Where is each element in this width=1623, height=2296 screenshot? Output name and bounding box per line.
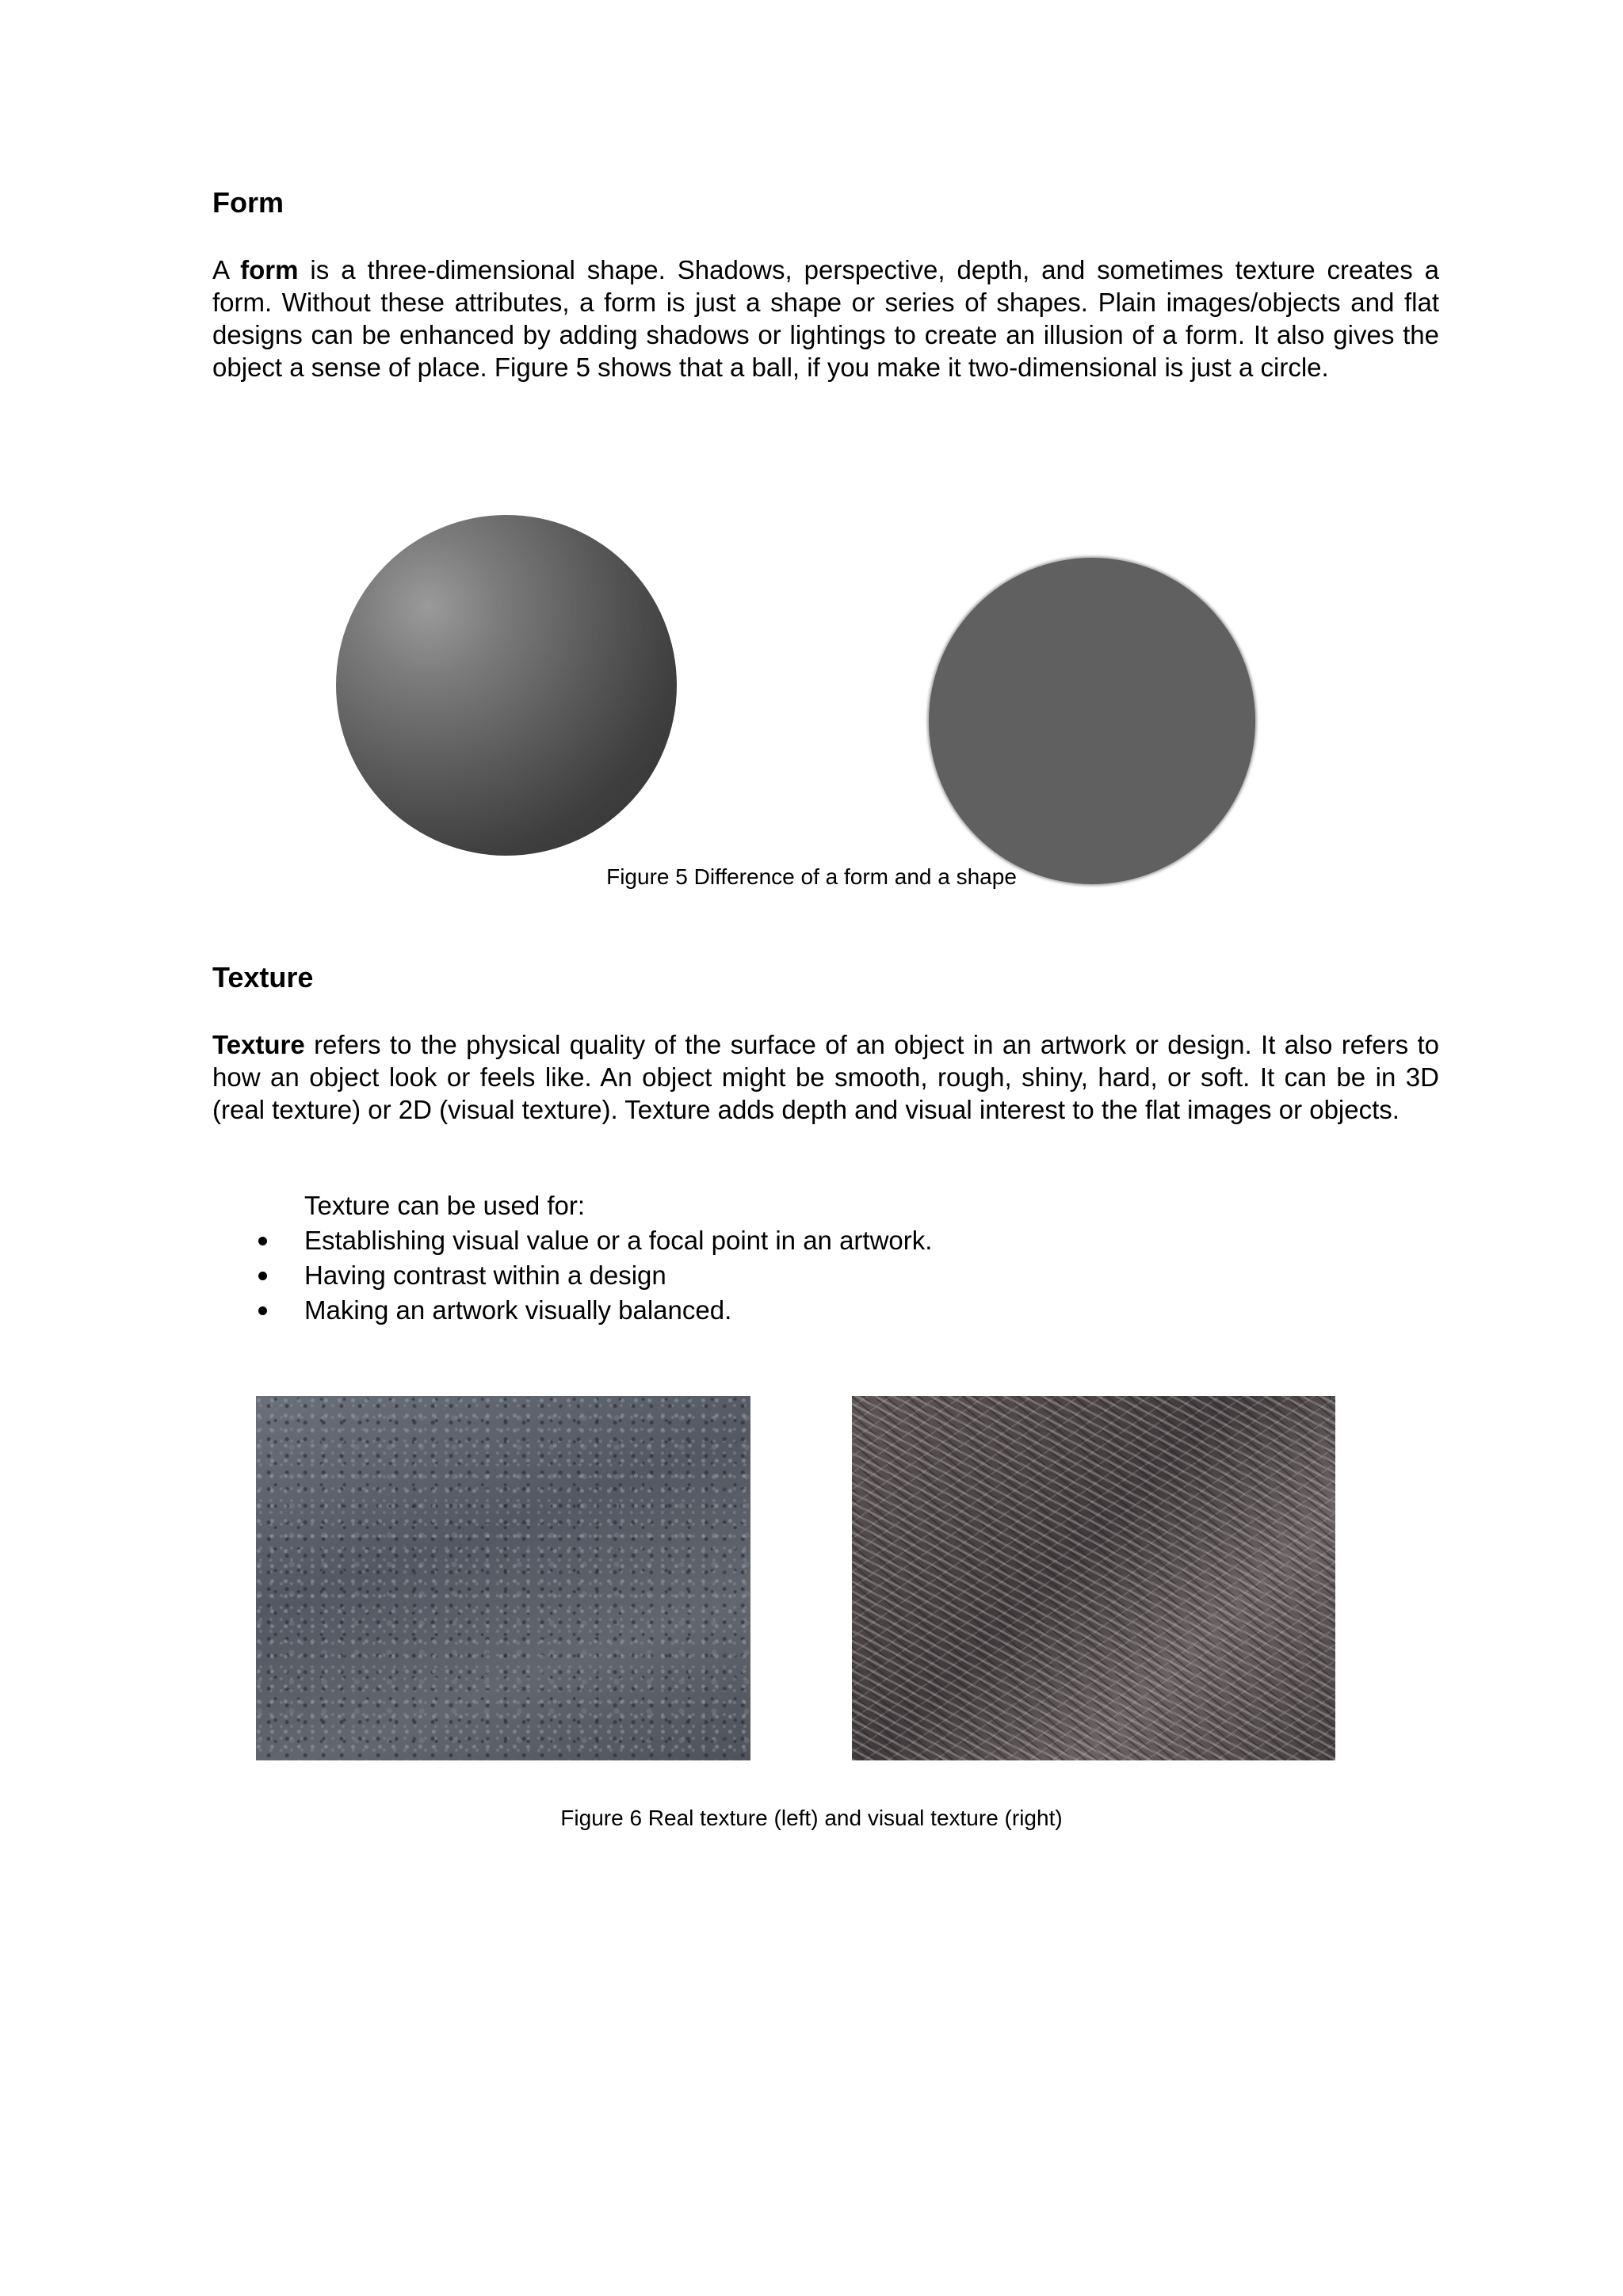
figure-5-caption: Figure 5 Difference of a form and a shape bbox=[606, 864, 1017, 889]
form-heading: Form bbox=[212, 186, 284, 219]
shaded-sphere-image bbox=[336, 515, 677, 856]
real-texture-image bbox=[256, 1396, 750, 1760]
figure-6-caption: Figure 6 Real texture (left) and visual texture (right) bbox=[560, 1806, 1063, 1830]
form-paragraph-body: is a three-dimensional shape. Shadows, perspective, depth, and sometimes texture creates a form. Without these attributes, a form is just a shape or series of shapes. Plain images/objects and flat designs can be enhanced by adding shadows or lightings to create an illusion of a form. It also gives the object a sense of place. Figure 5 shows that a ball, if you make it two-dimensional is just a circle. bbox=[212, 255, 1439, 382]
texture-heading: Texture bbox=[212, 961, 314, 994]
list-item-text: Having contrast within a design bbox=[304, 1261, 666, 1290]
list-intro: Texture can be used for: bbox=[304, 1191, 586, 1220]
visual-texture-image bbox=[852, 1396, 1335, 1760]
form-term: form bbox=[240, 255, 299, 284]
texture-term: Texture bbox=[212, 1030, 305, 1059]
texture-paragraph bbox=[212, 1028, 1439, 1126]
list-item bbox=[212, 1223, 1401, 1258]
texture-paragraph-body: refers to the physical quality of the surface of an object in an artwork or design. It also refers to how an object look or feels like. An object might be smooth, rough, shiny, hard, or soft. It can be in 3D (real texture) or 2D (visual texture). Texture adds depth and visual interest to the flat images or objects. bbox=[212, 1030, 1439, 1124]
bullet-icon bbox=[258, 1237, 267, 1245]
list-item bbox=[212, 1293, 1401, 1328]
list-item-text: Making an artwork visually balanced. bbox=[304, 1295, 732, 1325]
list-item bbox=[212, 1258, 1401, 1293]
list-item-text: Establishing visual value or a focal point in an artwork. bbox=[304, 1226, 933, 1255]
form-paragraph bbox=[212, 254, 1439, 383]
form-paragraph-lead: A bbox=[212, 255, 241, 284]
texture-uses-list bbox=[212, 1188, 1401, 1328]
bullet-icon bbox=[258, 1272, 267, 1280]
bullet-icon bbox=[258, 1306, 267, 1315]
flat-circle-image bbox=[929, 558, 1255, 884]
